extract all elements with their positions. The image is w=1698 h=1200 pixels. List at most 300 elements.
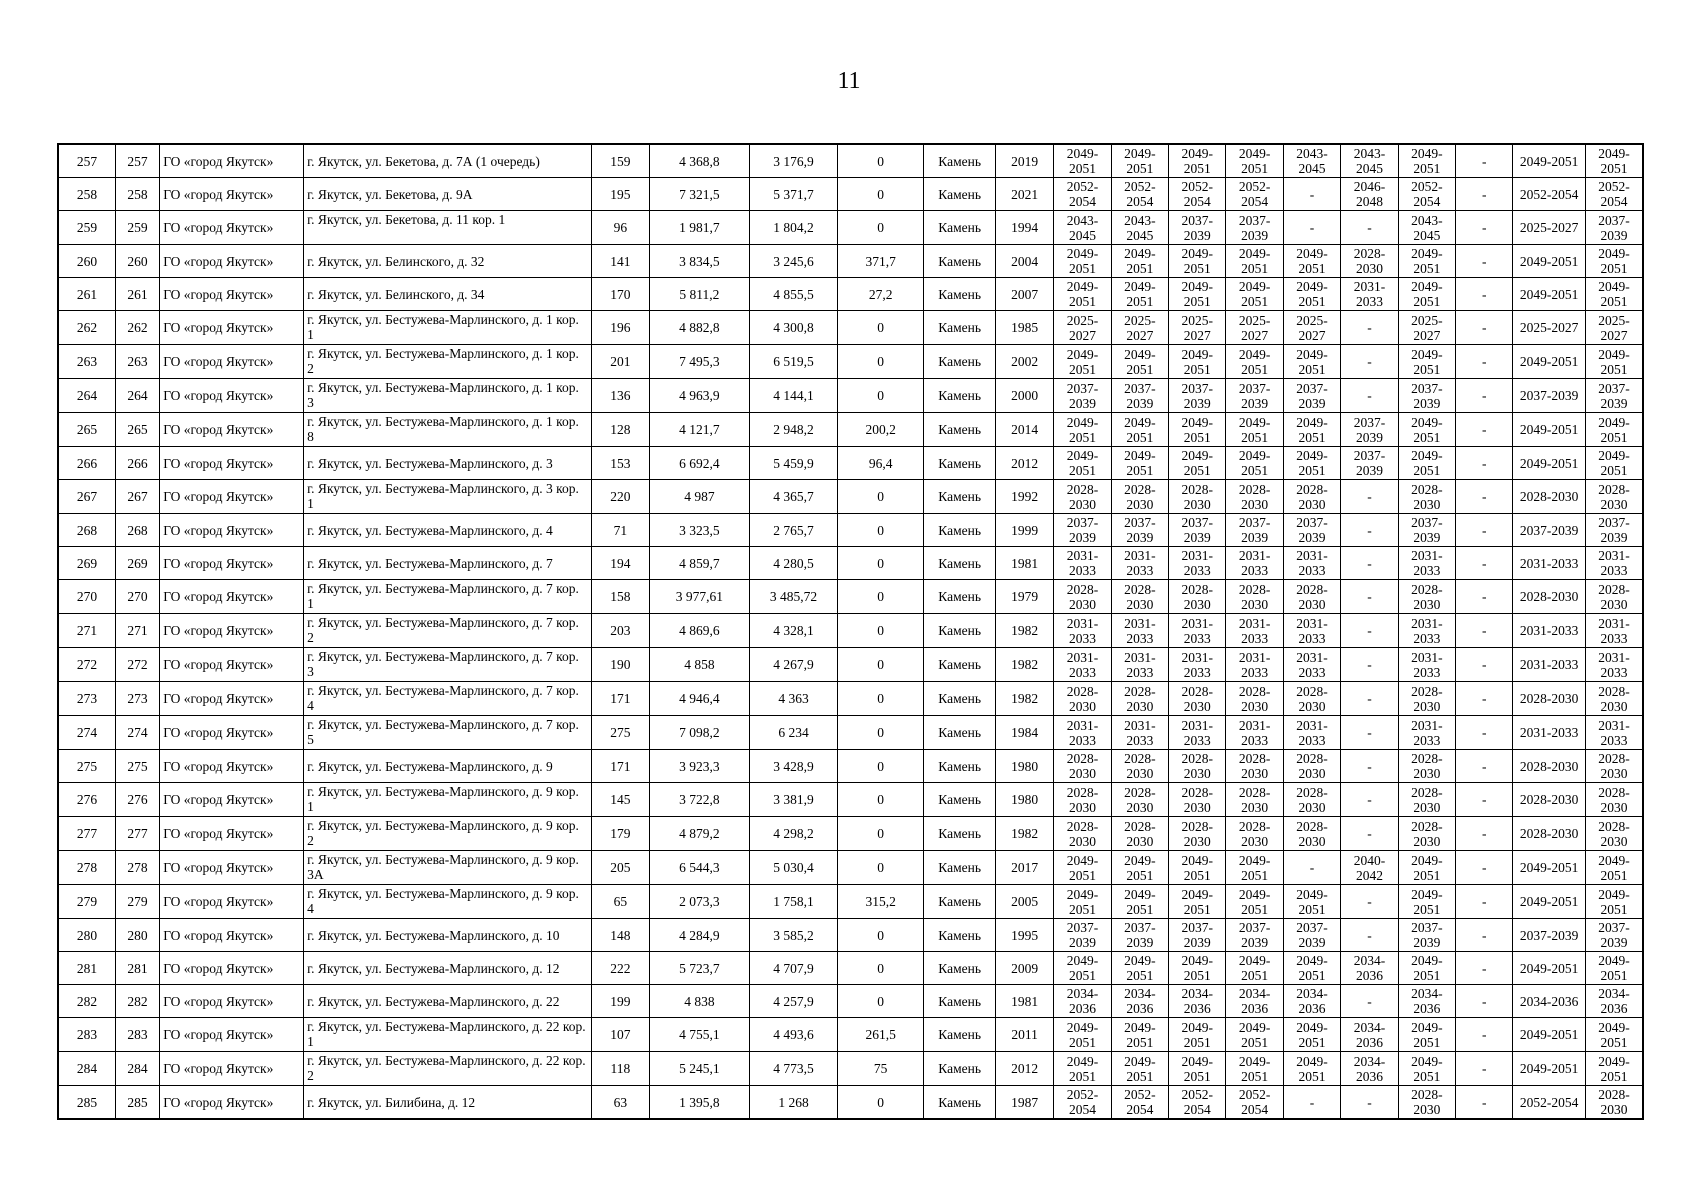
residential-area-cell: 4 365,7 (750, 480, 838, 514)
period-cell-4: 2028-2030 (1226, 783, 1283, 817)
period-cell-5: 2049-2051 (1283, 345, 1340, 379)
nonresidential-area-cell: 0 (837, 379, 924, 413)
period-cell-4: 2028-2030 (1226, 580, 1283, 614)
period-cell-8: - (1456, 614, 1513, 648)
period-cell-2: 2037-2039 (1111, 514, 1168, 547)
period-cell-5: 2049-2051 (1283, 1018, 1340, 1052)
house-number-cell: 275 (115, 750, 159, 783)
period-cell-10: 2031-2033 (1585, 547, 1643, 580)
wall-material-cell: Камень (924, 614, 995, 648)
apartments-count-cell: 153 (592, 447, 649, 480)
period-cell-1: 2049-2051 (1054, 851, 1111, 885)
table-row (58, 245, 1643, 278)
nonresidential-area-cell: 0 (837, 514, 924, 547)
build-year-cell: 2021 (995, 178, 1053, 211)
address-cell: г. Якутск, ул. Бестужева-Марлинского, д. 9 кор. 4 (304, 885, 592, 919)
nonresidential-area-cell: 0 (837, 985, 924, 1018)
period-cell-7: 2049-2051 (1398, 885, 1455, 919)
row-number-cell: 279 (58, 885, 115, 919)
apartments-count-cell: 179 (592, 817, 649, 851)
period-cell-9: 2049-2051 (1513, 1018, 1586, 1052)
table-row (58, 952, 1643, 985)
nonresidential-area-cell: 96,4 (837, 447, 924, 480)
apartments-count-cell: 196 (592, 311, 649, 345)
wall-material-cell: Камень (924, 885, 995, 919)
table-row (58, 919, 1643, 952)
address-cell: г. Якутск, ул. Бестужева-Марлинского, д. 3 кор. 1 (304, 480, 592, 514)
row-number-cell: 263 (58, 345, 115, 379)
apartments-count-cell: 145 (592, 783, 649, 817)
period-cell-3: 2049-2051 (1169, 851, 1226, 885)
period-cell-3: 2049-2051 (1169, 1052, 1226, 1086)
period-cell-7: 2043-2045 (1398, 211, 1455, 245)
period-cell-2: 2043-2045 (1111, 211, 1168, 245)
apartments-count-cell: 205 (592, 851, 649, 885)
period-cell-4: 2049-2051 (1226, 952, 1283, 985)
municipality-cell: ГО «город Якутск» (160, 817, 304, 851)
period-cell-10: 2037-2039 (1585, 379, 1643, 413)
period-cell-1: 2028-2030 (1054, 580, 1111, 614)
period-cell-4: 2052-2054 (1226, 178, 1283, 211)
period-cell-5: 2028-2030 (1283, 750, 1340, 783)
total-area-cell: 7 495,3 (649, 345, 750, 379)
table-row (58, 413, 1643, 447)
period-cell-2: 2037-2039 (1111, 919, 1168, 952)
period-cell-4: 2031-2033 (1226, 614, 1283, 648)
period-cell-8: - (1456, 851, 1513, 885)
period-cell-7: 2049-2051 (1398, 144, 1455, 178)
nonresidential-area-cell: 200,2 (837, 413, 924, 447)
period-cell-4: 2037-2039 (1226, 514, 1283, 547)
period-cell-1: 2049-2051 (1054, 1052, 1111, 1086)
period-cell-3: 2028-2030 (1169, 580, 1226, 614)
house-number-cell: 269 (115, 547, 159, 580)
house-number-cell: 277 (115, 817, 159, 851)
period-cell-2: 2049-2051 (1111, 144, 1168, 178)
period-cell-6: - (1341, 985, 1398, 1018)
address-cell: г. Якутск, ул. Бестужева-Марлинского, д. 7 (304, 547, 592, 580)
residential-area-cell: 4 280,5 (750, 547, 838, 580)
build-year-cell: 2002 (995, 345, 1053, 379)
period-cell-9: 2028-2030 (1513, 682, 1586, 716)
build-year-cell: 1981 (995, 547, 1053, 580)
period-cell-10: 2037-2039 (1585, 514, 1643, 547)
period-cell-5: 2037-2039 (1283, 379, 1340, 413)
period-cell-2: 2028-2030 (1111, 783, 1168, 817)
address-cell: г. Якутск, ул. Бестужева-Марлинского, д. 7 кор. 2 (304, 614, 592, 648)
table-row (58, 1018, 1643, 1052)
period-cell-4: 2037-2039 (1226, 919, 1283, 952)
nonresidential-area-cell: 0 (837, 345, 924, 379)
residential-area-cell: 2 765,7 (750, 514, 838, 547)
period-cell-9: 2037-2039 (1513, 514, 1586, 547)
period-cell-4: 2028-2030 (1226, 480, 1283, 514)
apartments-count-cell: 201 (592, 345, 649, 379)
period-cell-5: 2037-2039 (1283, 919, 1340, 952)
row-number-cell: 277 (58, 817, 115, 851)
period-cell-4: 2049-2051 (1226, 144, 1283, 178)
nonresidential-area-cell: 0 (837, 750, 924, 783)
table-row (58, 278, 1643, 311)
period-cell-8: - (1456, 783, 1513, 817)
wall-material-cell: Камень (924, 682, 995, 716)
period-cell-5: - (1283, 211, 1340, 245)
period-cell-4: 2049-2051 (1226, 345, 1283, 379)
build-year-cell: 2004 (995, 245, 1053, 278)
build-year-cell: 2017 (995, 851, 1053, 885)
period-cell-6: 2034-2036 (1341, 1018, 1398, 1052)
period-cell-4: 2049-2051 (1226, 885, 1283, 919)
period-cell-2: 2028-2030 (1111, 580, 1168, 614)
period-cell-1: 2037-2039 (1054, 514, 1111, 547)
period-cell-3: 2049-2051 (1169, 1018, 1226, 1052)
build-year-cell: 1985 (995, 311, 1053, 345)
period-cell-3: 2049-2051 (1169, 345, 1226, 379)
row-number-cell: 280 (58, 919, 115, 952)
period-cell-1: 2049-2051 (1054, 885, 1111, 919)
row-number-cell: 262 (58, 311, 115, 345)
period-cell-2: 2052-2054 (1111, 1086, 1168, 1120)
build-year-cell: 2007 (995, 278, 1053, 311)
period-cell-1: 2052-2054 (1054, 178, 1111, 211)
house-number-cell: 258 (115, 178, 159, 211)
house-number-cell: 278 (115, 851, 159, 885)
house-number-cell: 274 (115, 716, 159, 750)
municipality-cell: ГО «город Якутск» (160, 413, 304, 447)
house-number-cell: 268 (115, 514, 159, 547)
municipality-cell: ГО «город Якутск» (160, 144, 304, 178)
period-cell-4: 2031-2033 (1226, 716, 1283, 750)
nonresidential-area-cell: 261,5 (837, 1018, 924, 1052)
build-year-cell: 1994 (995, 211, 1053, 245)
row-number-cell: 278 (58, 851, 115, 885)
row-number-cell: 273 (58, 682, 115, 716)
nonresidential-area-cell: 0 (837, 614, 924, 648)
period-cell-8: - (1456, 682, 1513, 716)
total-area-cell: 5 245,1 (649, 1052, 750, 1086)
row-number-cell: 270 (58, 580, 115, 614)
house-number-cell: 282 (115, 985, 159, 1018)
period-cell-3: 2049-2051 (1169, 413, 1226, 447)
municipality-cell: ГО «город Якутск» (160, 311, 304, 345)
apartments-count-cell: 118 (592, 1052, 649, 1086)
period-cell-9: 2028-2030 (1513, 580, 1586, 614)
apartments-count-cell: 158 (592, 580, 649, 614)
build-year-cell: 1980 (995, 750, 1053, 783)
residential-area-cell: 4 773,5 (750, 1052, 838, 1086)
period-cell-5: 2037-2039 (1283, 514, 1340, 547)
period-cell-7: 2049-2051 (1398, 278, 1455, 311)
table-row (58, 783, 1643, 817)
address-cell: г. Якутск, ул. Бестужева-Марлинского, д. 22 кор. 1 (304, 1018, 592, 1052)
period-cell-10: 2028-2030 (1585, 817, 1643, 851)
wall-material-cell: Камень (924, 817, 995, 851)
period-cell-2: 2049-2051 (1111, 885, 1168, 919)
period-cell-7: 2028-2030 (1398, 480, 1455, 514)
nonresidential-area-cell: 75 (837, 1052, 924, 1086)
row-number-cell: 281 (58, 952, 115, 985)
address-cell: г. Якутск, ул. Бестужева-Марлинского, д. 3 (304, 447, 592, 480)
municipality-cell: ГО «город Якутск» (160, 379, 304, 413)
period-cell-8: - (1456, 144, 1513, 178)
period-cell-9: 2037-2039 (1513, 379, 1586, 413)
period-cell-3: 2025-2027 (1169, 311, 1226, 345)
build-year-cell: 1982 (995, 648, 1053, 682)
period-cell-4: 2031-2033 (1226, 547, 1283, 580)
nonresidential-area-cell: 0 (837, 211, 924, 245)
municipality-cell: ГО «город Якутск» (160, 851, 304, 885)
period-cell-10: 2052-2054 (1585, 178, 1643, 211)
period-cell-2: 2049-2051 (1111, 345, 1168, 379)
period-cell-1: 2049-2051 (1054, 144, 1111, 178)
address-cell: г. Якутск, ул. Бекетова, д. 11 кор. 1 (304, 211, 592, 245)
period-cell-7: 2049-2051 (1398, 1052, 1455, 1086)
period-cell-9: 2049-2051 (1513, 1052, 1586, 1086)
build-year-cell: 1984 (995, 716, 1053, 750)
period-cell-7: 2028-2030 (1398, 1086, 1455, 1120)
period-cell-1: 2028-2030 (1054, 682, 1111, 716)
apartments-count-cell: 220 (592, 480, 649, 514)
total-area-cell: 1 981,7 (649, 211, 750, 245)
apartments-count-cell: 107 (592, 1018, 649, 1052)
apartments-count-cell: 141 (592, 245, 649, 278)
wall-material-cell: Камень (924, 1018, 995, 1052)
apartments-count-cell: 222 (592, 952, 649, 985)
table-row (58, 447, 1643, 480)
period-cell-7: 2049-2051 (1398, 447, 1455, 480)
period-cell-6: 2028-2030 (1341, 245, 1398, 278)
wall-material-cell: Камень (924, 278, 995, 311)
period-cell-5: 2049-2051 (1283, 245, 1340, 278)
period-cell-4: 2049-2051 (1226, 413, 1283, 447)
residential-area-cell: 1 268 (750, 1086, 838, 1120)
period-cell-4: 2028-2030 (1226, 682, 1283, 716)
period-cell-1: 2049-2051 (1054, 245, 1111, 278)
period-cell-5: - (1283, 178, 1340, 211)
row-number-cell: 264 (58, 379, 115, 413)
housing-data-table (57, 143, 1644, 1120)
table-row (58, 1052, 1643, 1086)
period-cell-8: - (1456, 1052, 1513, 1086)
apartments-count-cell: 148 (592, 919, 649, 952)
period-cell-1: 2043-2045 (1054, 211, 1111, 245)
nonresidential-area-cell: 0 (837, 952, 924, 985)
period-cell-10: 2049-2051 (1585, 447, 1643, 480)
house-number-cell: 259 (115, 211, 159, 245)
row-number-cell: 268 (58, 514, 115, 547)
table-row (58, 682, 1643, 716)
wall-material-cell: Камень (924, 211, 995, 245)
row-number-cell: 259 (58, 211, 115, 245)
address-cell: г. Якутск, ул. Белинского, д. 34 (304, 278, 592, 311)
nonresidential-area-cell: 0 (837, 851, 924, 885)
period-cell-9: 2049-2051 (1513, 447, 1586, 480)
address-cell: г. Якутск, ул. Бестужева-Марлинского, д. 4 (304, 514, 592, 547)
build-year-cell: 1982 (995, 682, 1053, 716)
page-number: 11 (837, 68, 861, 94)
period-cell-9: 2037-2039 (1513, 919, 1586, 952)
wall-material-cell: Камень (924, 580, 995, 614)
period-cell-3: 2049-2051 (1169, 278, 1226, 311)
period-cell-7: 2052-2054 (1398, 178, 1455, 211)
wall-material-cell: Камень (924, 447, 995, 480)
residential-area-cell: 4 144,1 (750, 379, 838, 413)
municipality-cell: ГО «город Якутск» (160, 716, 304, 750)
period-cell-6: - (1341, 311, 1398, 345)
period-cell-1: 2049-2051 (1054, 447, 1111, 480)
municipality-cell: ГО «город Якутск» (160, 985, 304, 1018)
residential-area-cell: 4 328,1 (750, 614, 838, 648)
table-row (58, 817, 1643, 851)
period-cell-9: 2049-2051 (1513, 144, 1586, 178)
period-cell-1: 2049-2051 (1054, 1018, 1111, 1052)
period-cell-5: 2049-2051 (1283, 1052, 1340, 1086)
period-cell-9: 2052-2054 (1513, 178, 1586, 211)
nonresidential-area-cell: 27,2 (837, 278, 924, 311)
period-cell-5: 2025-2027 (1283, 311, 1340, 345)
wall-material-cell: Камень (924, 716, 995, 750)
period-cell-8: - (1456, 1018, 1513, 1052)
nonresidential-area-cell: 0 (837, 580, 924, 614)
apartments-count-cell: 199 (592, 985, 649, 1018)
period-cell-2: 2025-2027 (1111, 311, 1168, 345)
period-cell-8: - (1456, 480, 1513, 514)
residential-area-cell: 3 381,9 (750, 783, 838, 817)
period-cell-1: 2049-2051 (1054, 952, 1111, 985)
municipality-cell: ГО «город Якутск» (160, 614, 304, 648)
table-row (58, 514, 1643, 547)
total-area-cell: 5 723,7 (649, 952, 750, 985)
house-number-cell: 283 (115, 1018, 159, 1052)
period-cell-7: 2049-2051 (1398, 345, 1455, 379)
apartments-count-cell: 170 (592, 278, 649, 311)
period-cell-10: 2031-2033 (1585, 614, 1643, 648)
house-number-cell: 285 (115, 1086, 159, 1120)
period-cell-4: 2052-2054 (1226, 1086, 1283, 1120)
period-cell-3: 2037-2039 (1169, 379, 1226, 413)
build-year-cell: 2012 (995, 447, 1053, 480)
address-cell: г. Якутск, ул. Бестужева-Марлинского, д. 22 (304, 985, 592, 1018)
period-cell-3: 2031-2033 (1169, 614, 1226, 648)
period-cell-5: 2031-2033 (1283, 716, 1340, 750)
period-cell-7: 2031-2033 (1398, 648, 1455, 682)
row-number-cell: 265 (58, 413, 115, 447)
period-cell-7: 2049-2051 (1398, 952, 1455, 985)
house-number-cell: 279 (115, 885, 159, 919)
period-cell-1: 2025-2027 (1054, 311, 1111, 345)
period-cell-6: - (1341, 379, 1398, 413)
period-cell-10: 2025-2027 (1585, 311, 1643, 345)
period-cell-10: 2049-2051 (1585, 885, 1643, 919)
period-cell-10: 2049-2051 (1585, 144, 1643, 178)
municipality-cell: ГО «город Якутск» (160, 682, 304, 716)
period-cell-8: - (1456, 1086, 1513, 1120)
nonresidential-area-cell: 0 (837, 817, 924, 851)
residential-area-cell: 4 257,9 (750, 985, 838, 1018)
period-cell-2: 2028-2030 (1111, 817, 1168, 851)
period-cell-5: 2031-2033 (1283, 648, 1340, 682)
total-area-cell: 2 073,3 (649, 885, 750, 919)
total-area-cell: 4 882,8 (649, 311, 750, 345)
address-cell: г. Якутск, ул. Бестужева-Марлинского, д. 1 кор. 2 (304, 345, 592, 379)
period-cell-6: - (1341, 648, 1398, 682)
period-cell-3: 2052-2054 (1169, 178, 1226, 211)
residential-area-cell: 4 298,2 (750, 817, 838, 851)
period-cell-8: - (1456, 447, 1513, 480)
period-cell-7: 2031-2033 (1398, 614, 1455, 648)
address-cell: г. Якутск, ул. Бестужева-Марлинского, д. 9 кор. 1 (304, 783, 592, 817)
address-cell: г. Якутск, ул. Бестужева-Марлинского, д. 22 кор. 2 (304, 1052, 592, 1086)
period-cell-9: 2049-2051 (1513, 952, 1586, 985)
period-cell-4: 2031-2033 (1226, 648, 1283, 682)
period-cell-5: 2049-2051 (1283, 952, 1340, 985)
house-number-cell: 260 (115, 245, 159, 278)
period-cell-4: 2034-2036 (1226, 985, 1283, 1018)
period-cell-6: - (1341, 614, 1398, 648)
period-cell-3: 2037-2039 (1169, 514, 1226, 547)
period-cell-5: 2031-2033 (1283, 547, 1340, 580)
apartments-count-cell: 190 (592, 648, 649, 682)
residential-area-cell: 4 300,8 (750, 311, 838, 345)
period-cell-8: - (1456, 178, 1513, 211)
period-cell-10: 2031-2033 (1585, 716, 1643, 750)
address-cell: г. Якутск, ул. Бестужева-Марлинского, д. 7 кор. 3 (304, 648, 592, 682)
table-row (58, 580, 1643, 614)
period-cell-6: 2043-2045 (1341, 144, 1398, 178)
period-cell-9: 2025-2027 (1513, 311, 1586, 345)
period-cell-7: 2049-2051 (1398, 851, 1455, 885)
table-row (58, 648, 1643, 682)
period-cell-6: - (1341, 682, 1398, 716)
period-cell-7: 2031-2033 (1398, 716, 1455, 750)
apartments-count-cell: 275 (592, 716, 649, 750)
total-area-cell: 7 321,5 (649, 178, 750, 211)
total-area-cell: 6 544,3 (649, 851, 750, 885)
period-cell-6: 2034-2036 (1341, 1052, 1398, 1086)
house-number-cell: 276 (115, 783, 159, 817)
apartments-count-cell: 96 (592, 211, 649, 245)
row-number-cell: 258 (58, 178, 115, 211)
municipality-cell: ГО «город Якутск» (160, 447, 304, 480)
address-cell: г. Якутск, ул. Бестужева-Марлинского, д. 1 кор. 1 (304, 311, 592, 345)
residential-area-cell: 4 267,9 (750, 648, 838, 682)
period-cell-9: 2049-2051 (1513, 278, 1586, 311)
period-cell-3: 2037-2039 (1169, 211, 1226, 245)
residential-area-cell: 3 428,9 (750, 750, 838, 783)
residential-area-cell: 6 234 (750, 716, 838, 750)
period-cell-2: 2031-2033 (1111, 716, 1168, 750)
wall-material-cell: Камень (924, 144, 995, 178)
period-cell-9: 2049-2051 (1513, 345, 1586, 379)
period-cell-10: 2049-2051 (1585, 278, 1643, 311)
address-cell: г. Якутск, ул. Бестужева-Марлинского, д. 12 (304, 952, 592, 985)
wall-material-cell: Камень (924, 783, 995, 817)
municipality-cell: ГО «город Якутск» (160, 211, 304, 245)
wall-material-cell: Камень (924, 851, 995, 885)
address-cell: г. Якутск, ул. Бестужева-Марлинского, д. 7 кор. 5 (304, 716, 592, 750)
period-cell-10: 2034-2036 (1585, 985, 1643, 1018)
total-area-cell: 3 323,5 (649, 514, 750, 547)
period-cell-10: 2028-2030 (1585, 682, 1643, 716)
period-cell-4: 2049-2051 (1226, 447, 1283, 480)
period-cell-8: - (1456, 750, 1513, 783)
row-number-cell: 284 (58, 1052, 115, 1086)
period-cell-10: 2049-2051 (1585, 1018, 1643, 1052)
period-cell-1: 2049-2051 (1054, 413, 1111, 447)
period-cell-3: 2049-2051 (1169, 447, 1226, 480)
period-cell-6: 2046-2048 (1341, 178, 1398, 211)
municipality-cell: ГО «город Якутск» (160, 580, 304, 614)
